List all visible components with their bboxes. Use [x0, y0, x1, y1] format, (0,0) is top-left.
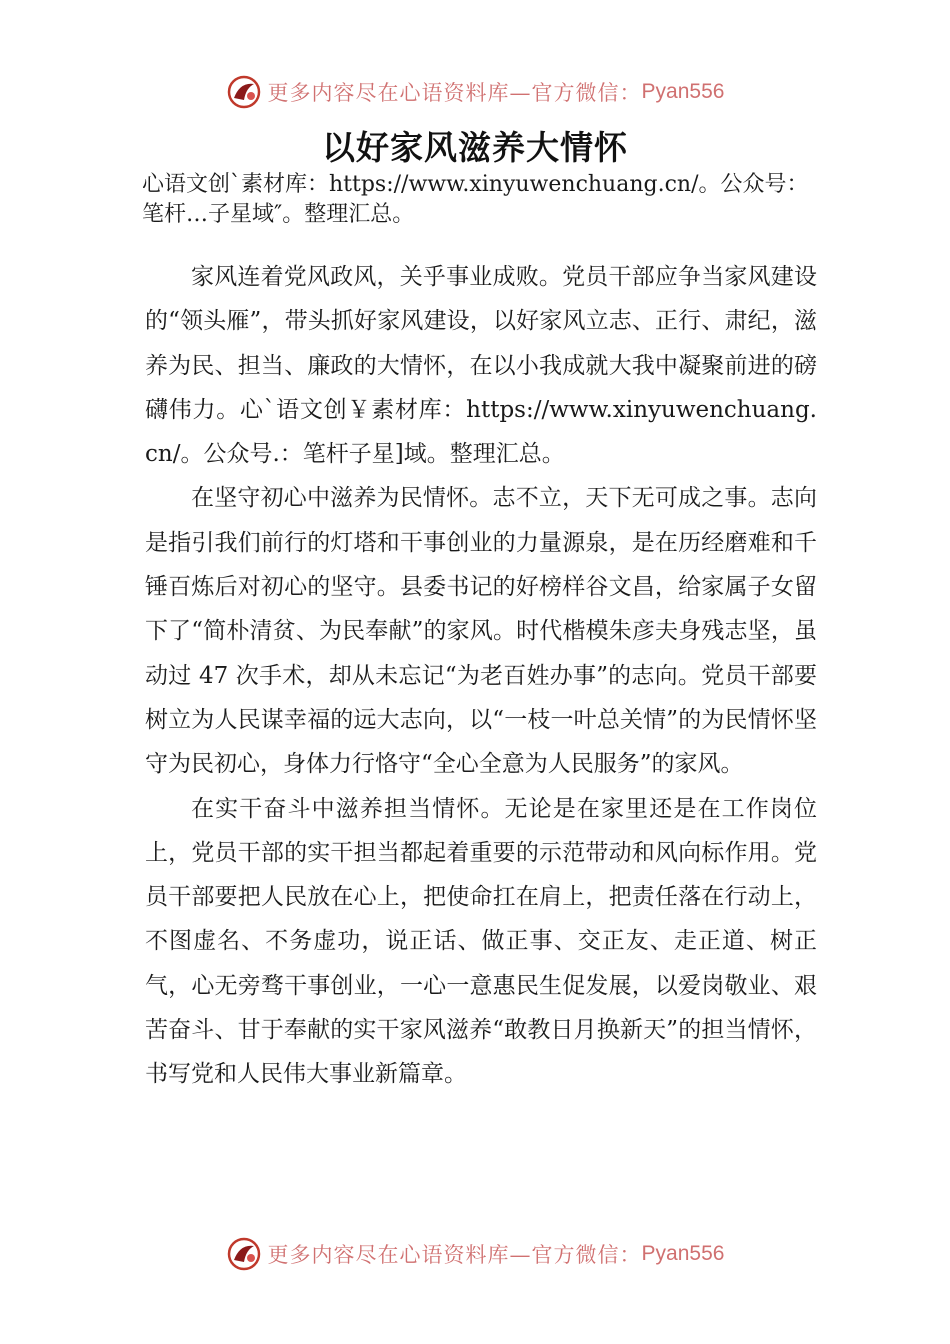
document-title: 以好家风滋养大情怀 [322, 128, 628, 167]
footer-banner [0, 1232, 950, 1276]
document-body [145, 255, 817, 1097]
banner-wechat-id: Pyan556 [641, 80, 725, 103]
banner-text: 更多内容尽在心语资料库—官方微信： [267, 81, 642, 105]
source-line: 心语文创`素材库：https://www.xinyuwenchuang.cn/。公众号：笔杆…子星域″。整理汇总。 [142, 172, 809, 227]
brand-logo-icon [226, 74, 262, 110]
banner-wechat-id: Pyan556 [641, 1242, 725, 1265]
brand-logo-icon [226, 1236, 262, 1272]
paragraph-1: 家风连着党风政风，关乎事业成败。党员干部应争当家风建设的“领头雁”，带头抓好家风建设，以好家风立志、正行、肃纪，滋养为民、担当、廉政的大情怀，在以小我成就大我中凝聚前进的磅礴伟力。心`语文创￥素材库：https://www.xinyuwenchuang.cn/。公众号.：笔杆子星]域。整理汇总。 [145, 264, 817, 468]
banner-text: 更多内容尽在心语资料库—官方微信： [267, 1243, 642, 1267]
paragraph-2: 在坚守初心中滋养为民情怀。志不立，天下无可成之事。志向是指引我们前行的灯塔和干事创业的力量源泉，是在历经磨难和千锤百炼后对初心的坚守。县委书记的好榜样谷文昌，给家属子女留下了“简朴清贫、为民奉献”的家风。时代楷模朱彦夫身残志坚，虽动过 47 次手术，却从未忘记“为老百姓办事”的志向。党员干部要树立为人民谋幸福的远大志向，以“一枝一叶总关情”的为民情怀坚守为民初心，身体力行恪守“全心全意为人民服务”的家风。 [145, 485, 817, 778]
header-banner [0, 70, 950, 114]
paragraph-3: 在实干奋斗中滋养担当情怀。无论是在家里还是在工作岗位上，党员干部的实干担当都起着重要的示范带动和风向标作用。党员干部要把人民放在心上，把使命扛在肩上，把责任落在行动上，不图虚名、不务虚功，说正话、做正事、交正友、走正道、树正气，心无旁骛干事创业，一心一意惠民生促发展，以爱岗敬业、艰苦奋斗、甘于奉献的实干家风滋养“敢教日月换新天”的担当情怀，书写党和人民伟大事业新篇章。 [145, 795, 817, 1088]
